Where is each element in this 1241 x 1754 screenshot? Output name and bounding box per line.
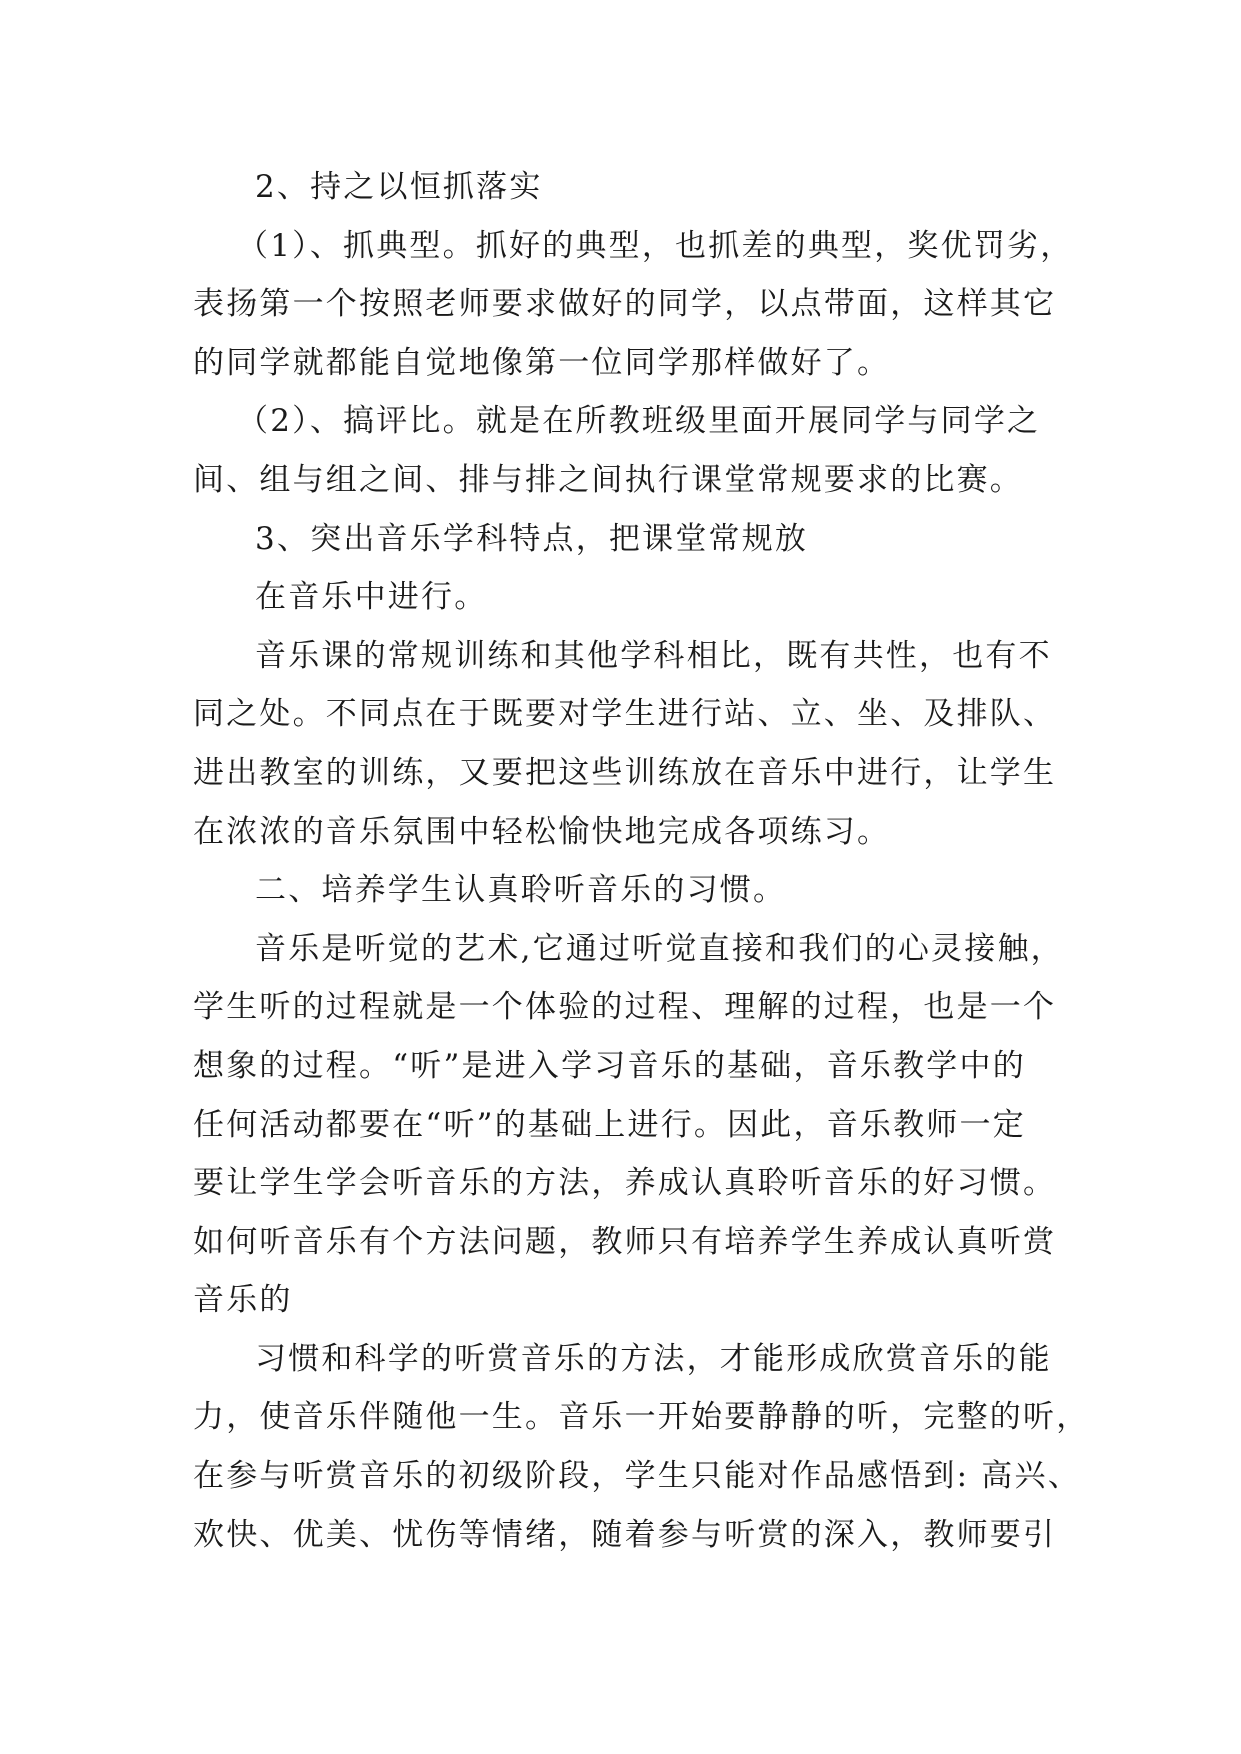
text-line: 音乐是听觉的艺术,它通过听觉直接和我们的心灵接触， [255, 930, 1064, 967]
text-line: 在浓浓的音乐氛围中轻松愉快地完成各项练习。 [193, 813, 891, 850]
body-text [193, 158, 1090, 1564]
text-line: 力，使音乐伴随他一生。音乐一开始要静静的听，完整的听， [193, 1399, 1090, 1436]
text-line: 间、组与组之间、排与排之间执行课堂常规要求的比赛。 [193, 461, 1023, 498]
text-line: 同之处。不同点在于既要对学生进行站、立、坐、及排队、 [193, 696, 1057, 733]
text-line: 要让学生学会听音乐的方法，养成认真聆听音乐的好习惯。 [193, 1165, 1057, 1202]
text-line: 任何活动都要在“听”的基础上进行。因此，音乐教师一定 [193, 1106, 1026, 1143]
text-line: （2）、搞评比。就是在所教班级里面开展同学与同学之 [237, 403, 1041, 440]
text-line: 音乐课的常规训练和其他学科相比，既有共性，也有不 [255, 637, 1052, 674]
text-line: 学生听的过程就是一个体验的过程、理解的过程，也是一个 [193, 989, 1057, 1026]
text-line: 二、培养学生认真聆听音乐的习惯。 [255, 872, 787, 909]
text-line: 在音乐中进行。 [255, 579, 488, 616]
text-line: 表扬第一个按照老师要求做好的同学，以点带面，这样其它 [193, 286, 1057, 323]
text-line: 的同学就都能自觉地像第一位同学那样做好了。 [193, 344, 891, 381]
text-line: 习惯和科学的听赏音乐的方法，才能形成欣赏音乐的能 [255, 1340, 1052, 1377]
text-line: 进出教室的训练，又要把这些训练放在音乐中进行，让学生 [193, 754, 1057, 791]
text-line: 想象的过程。“听”是进入学习音乐的基础，音乐教学中的 [193, 1047, 1026, 1084]
text-line: （1）、抓典型。抓好的典型，也抓差的典型，奖优罚劣， [237, 227, 1074, 264]
text-line: 2、持之以恒抓落实 [255, 169, 543, 205]
text-line: 在参与听赏音乐的初级阶段，学生只能对作品感悟到: 高兴、 [193, 1458, 1081, 1495]
text-line: 如何听音乐有个方法问题，教师只有培养学生养成认真听赏 [193, 1223, 1057, 1260]
text-line: 音乐的 [193, 1282, 293, 1319]
text-line: 欢快、优美、忧伤等情绪，随着参与听赏的深入，教师要引 [193, 1516, 1057, 1553]
text-line: 3、突出音乐学科特点，把课堂常规放 [255, 520, 809, 557]
